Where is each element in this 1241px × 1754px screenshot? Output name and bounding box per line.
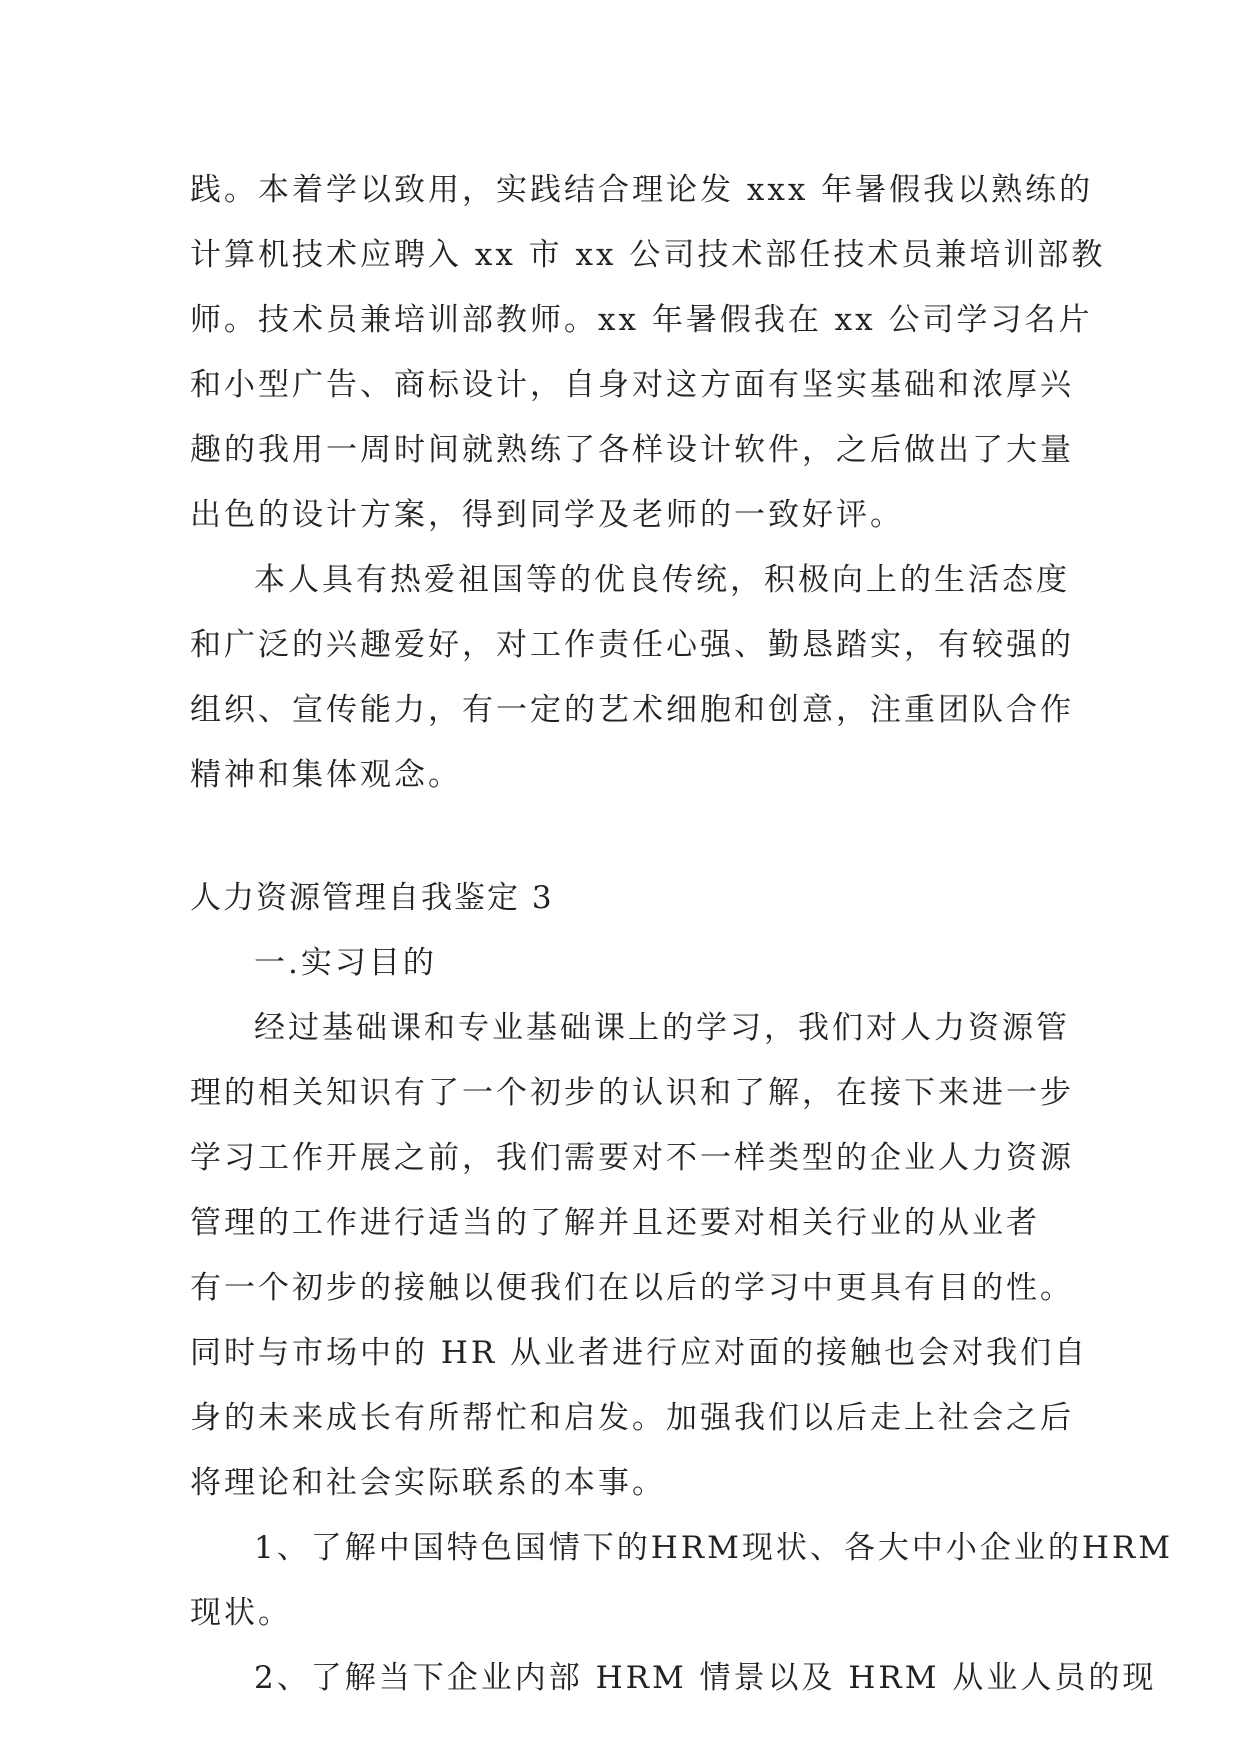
subsection-title: 一.实习目的 [254,945,437,981]
text-line: 理的相关知识有了一个初步的认识和了解，在接下来进一步 [190,1075,1074,1111]
paragraph [190,996,1089,1516]
text-line: 有一个初步的接触以便我们在以后的学习中更具有目的性。 [190,1270,1074,1306]
paragraph [190,158,1106,548]
list-item [190,1646,1157,1711]
text-line: 同时与市场中的 HR 从业者进行应对面的接触也会对我们自 [190,1335,1089,1371]
text-line: 践。本着学以致用，实践结合理论发 xxx 年暑假我以熟练的 [190,172,1094,208]
text-line: 和广泛的兴趣爱好，对工作责任心强、勤恳踏实，有较强的 [190,627,1074,663]
text-line: 计算机技术应聘入 xx 市 xx 公司技术部任技术员兼培训部教 [190,237,1106,273]
text-line: 本人具有热爱祖国等的优良传统，积极向上的生活态度 [254,562,1070,598]
text-line: 精神和集体观念。 [190,757,462,793]
text-line: 现状。 [190,1595,292,1631]
text-line: 师。技术员兼培训部教师。xx 年暑假我在 xx 公司学习名片 [190,302,1093,338]
text-line: 学习工作开展之前，我们需要对不一样类型的企业人力资源 [190,1140,1074,1176]
list-item [190,1516,1173,1646]
text-line: 趣的我用一周时间就熟练了各样设计软件，之后做出了大量 [190,432,1074,468]
text-line: 2、了解当下企业内部 HRM 情景以及 HRM 从业人员的现 [254,1660,1157,1696]
text-line: 1、了解中国特色国情下的HRM现状、各大中小企业的HRM [254,1530,1173,1566]
text-line: 组织、宣传能力，有一定的艺术细胞和创意，注重团队合作 [190,692,1074,728]
section-title: 人力资源管理自我鉴定 3 [190,880,554,916]
text-line: 将理论和社会实际联系的本事。 [190,1465,666,1501]
text-line: 管理的工作进行适当的了解并且还要对相关行业的从业者 [190,1205,1040,1241]
paragraph [190,548,1074,808]
document-body [190,158,1173,1711]
text-line: 和小型广告、商标设计，自身对这方面有坚实基础和浓厚兴 [190,367,1074,403]
text-line: 身的未来成长有所帮忙和启发。加强我们以后走上社会之后 [190,1400,1074,1436]
text-line: 经过基础课和专业基础课上的学习，我们对人力资源管 [254,1010,1070,1046]
text-line: 出色的设计方案，得到同学及老师的一致好评。 [190,497,904,533]
